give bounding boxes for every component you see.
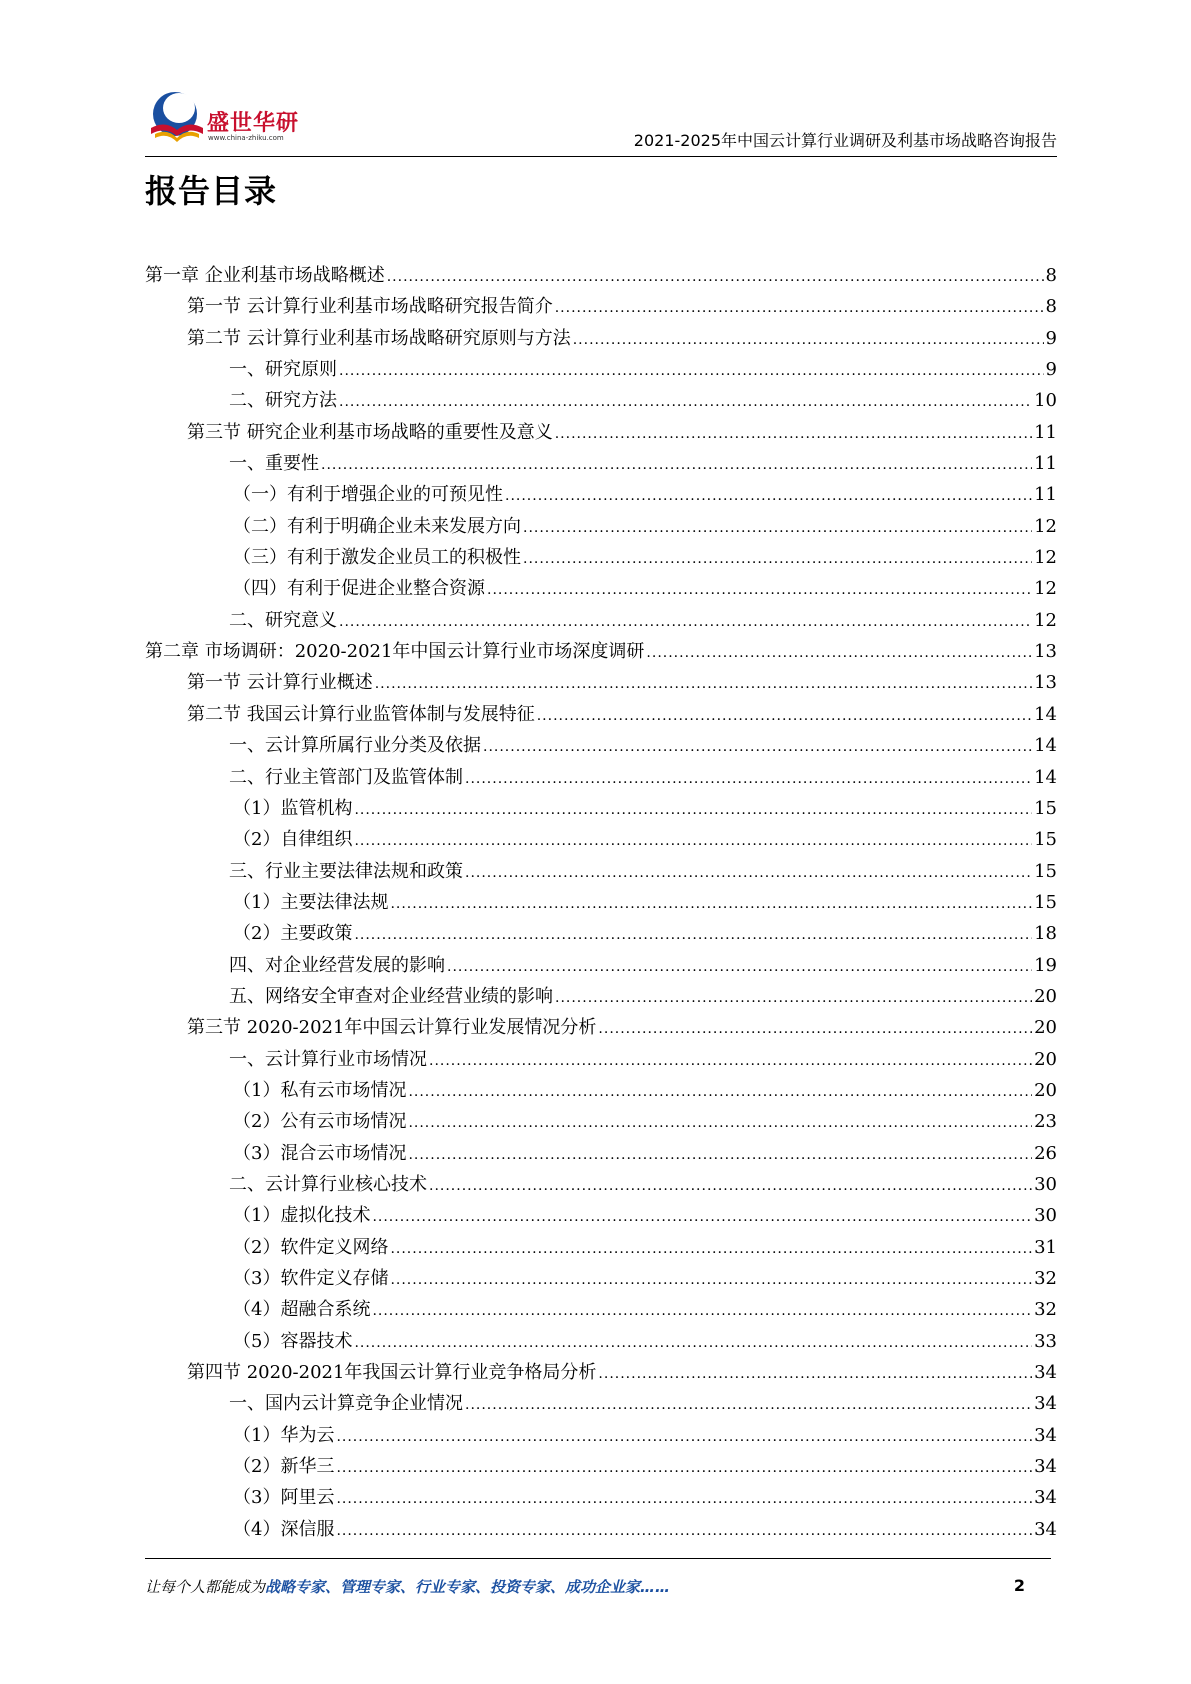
toc-entry[interactable] xyxy=(145,636,1057,667)
toc-entry[interactable] xyxy=(145,730,1057,761)
toc-entry-label: （一）有利于增强企业的可预见性 xyxy=(233,484,503,506)
toc-entry-page: 34 xyxy=(1034,1362,1057,1384)
toc-entry[interactable] xyxy=(145,981,1057,1012)
toc-entry[interactable] xyxy=(145,448,1057,479)
toc-leader-dots xyxy=(598,1014,1032,1045)
toc-entry-label: 第三节 研究企业利基市场战略的重要性及意义 xyxy=(187,421,553,443)
toc-entry[interactable] xyxy=(145,1075,1057,1106)
toc-entry-page: 11 xyxy=(1034,421,1057,443)
toc-entry[interactable] xyxy=(145,511,1057,542)
toc-leader-dots xyxy=(336,1453,1032,1484)
toc-entry-page: 11 xyxy=(1034,484,1057,506)
toc-leader-dots xyxy=(523,513,1032,544)
toc-entry-page: 15 xyxy=(1034,891,1057,913)
toc-entry-page: 34 xyxy=(1034,1393,1057,1415)
toc-leader-dots xyxy=(555,293,1044,324)
toc-entry-page: 33 xyxy=(1034,1330,1057,1352)
toc-entry[interactable] xyxy=(145,1388,1057,1419)
toc-leader-dots xyxy=(505,481,1032,512)
page-title: 报告目录 xyxy=(145,172,278,210)
toc-entry-label: （1）虚拟化技术 xyxy=(233,1205,371,1227)
toc-leader-dots xyxy=(354,920,1032,951)
toc-entry-page: 19 xyxy=(1034,954,1057,976)
toc-entry[interactable] xyxy=(145,1294,1057,1325)
toc-entry[interactable] xyxy=(145,1232,1057,1263)
toc-leader-dots xyxy=(408,1140,1032,1171)
toc-entry-label: （四）有利于促进企业整合资源 xyxy=(233,578,485,600)
toc-entry-label: 第三节 2020-2021年中国云计算行业发展情况分析 xyxy=(187,1017,597,1039)
toc-leader-dots xyxy=(354,826,1032,857)
toc-entry-page: 15 xyxy=(1034,860,1057,882)
toc-entry-page: 34 xyxy=(1034,1487,1057,1509)
logo xyxy=(145,84,315,150)
toc-entry-page: 34 xyxy=(1034,1518,1057,1540)
toc-entry-label: （3）软件定义存储 xyxy=(233,1268,389,1289)
toc-entry-page: 12 xyxy=(1034,578,1057,600)
toc-entry[interactable] xyxy=(145,1012,1057,1043)
toc-entry[interactable] xyxy=(145,1106,1057,1137)
toc-entry-page: 30 xyxy=(1034,1173,1057,1195)
toc-entry-label: 二、云计算行业核心技术 xyxy=(229,1173,427,1195)
toc-leader-dots xyxy=(483,732,1032,763)
toc-entry[interactable] xyxy=(145,1420,1057,1451)
toc-entry-page: 30 xyxy=(1034,1205,1057,1227)
logo-emblem-icon xyxy=(145,84,209,146)
toc-leader-dots xyxy=(387,262,1044,293)
toc-leader-dots xyxy=(555,983,1032,1014)
toc-entry-label: （5）容器技术 xyxy=(233,1330,353,1352)
toc-leader-dots xyxy=(408,1077,1032,1108)
toc-entry[interactable] xyxy=(145,856,1057,887)
toc-entry[interactable] xyxy=(145,605,1057,636)
toc-entry-page: 20 xyxy=(1034,1079,1057,1101)
toc-entry-page: 34 xyxy=(1034,1456,1057,1478)
toc-entry-page: 15 xyxy=(1034,829,1057,851)
toc-leader-dots xyxy=(429,1046,1032,1077)
toc-entry[interactable] xyxy=(145,1263,1057,1294)
toc-entry[interactable] xyxy=(145,573,1057,604)
toc-entry-page: 20 xyxy=(1034,985,1057,1007)
toc-entry[interactable] xyxy=(145,479,1057,510)
toc-entry-page: 13 xyxy=(1034,641,1057,663)
toc-entry-page: 8 xyxy=(1045,265,1057,286)
toc-entry[interactable] xyxy=(145,699,1057,730)
toc-leader-dots xyxy=(336,1484,1032,1515)
toc-entry[interactable] xyxy=(145,887,1057,918)
toc-entry-page: 15 xyxy=(1034,797,1057,819)
toc-leader-dots xyxy=(372,1296,1032,1327)
toc-entry[interactable] xyxy=(145,417,1057,448)
toc-entry-page: 12 xyxy=(1034,515,1057,537)
toc-entry-page: 9 xyxy=(1045,327,1057,349)
toc-entry-label: 第四节 2020-2021年我国云计算行业竞争格局分析 xyxy=(187,1362,597,1384)
toc-entry-page: 20 xyxy=(1034,1048,1057,1070)
toc-entry-page: 20 xyxy=(1034,1017,1057,1039)
toc-entry[interactable] xyxy=(145,354,1057,385)
toc-entry-page: 12 xyxy=(1034,547,1057,569)
toc-entry-label: 一、云计算所属行业分类及依据 xyxy=(229,735,481,757)
toc-entry[interactable] xyxy=(145,1482,1057,1513)
toc-entry-page: 10 xyxy=(1034,390,1057,412)
toc-entry-label: 三、行业主要法律法规和政策 xyxy=(229,860,463,882)
toc-entry-page: 9 xyxy=(1045,359,1057,381)
toc-entry-page: 31 xyxy=(1034,1236,1057,1258)
toc-entry-label: 第一节 云计算行业利基市场战略研究报告简介 xyxy=(187,296,553,318)
toc-leader-dots xyxy=(429,1171,1032,1202)
page-header xyxy=(145,84,1057,156)
toc-entry-page: 14 xyxy=(1034,735,1057,757)
header-divider xyxy=(145,156,1057,157)
logo-name: 盛世华研 xyxy=(207,111,300,136)
toc-leader-dots xyxy=(375,669,1032,700)
toc-entry-label: （1）华为云 xyxy=(233,1424,335,1446)
toc-entry-label: 第一节 云计算行业概述 xyxy=(187,672,373,694)
toc-entry-label: 第一章 企业利基市场战略概述 xyxy=(145,265,385,286)
toc-entry[interactable] xyxy=(145,1200,1057,1231)
toc-entry-label: （2）软件定义网络 xyxy=(233,1236,389,1258)
toc-leader-dots xyxy=(390,889,1032,920)
toc-leader-dots xyxy=(321,450,1032,481)
toc-entry-page: 14 xyxy=(1034,703,1057,725)
toc-entry-label: （二）有利于明确企业未来发展方向 xyxy=(233,515,521,537)
toc-entry-label: 第二章 市场调研：2020-2021年中国云计算行业市场深度调研 xyxy=(145,641,645,663)
toc-entry-label: 一、云计算行业市场情况 xyxy=(229,1048,427,1070)
toc-leader-dots xyxy=(646,638,1032,669)
toc-entry-page: 18 xyxy=(1034,923,1057,945)
toc-leader-dots xyxy=(523,544,1032,575)
toc-entry[interactable] xyxy=(145,385,1057,416)
footer-slogan-lead: 让每个人都能成为 xyxy=(145,1578,266,1596)
toc-entry[interactable] xyxy=(145,1451,1057,1482)
toc-entry[interactable] xyxy=(145,542,1057,573)
table-of-contents xyxy=(145,260,1057,1545)
toc-leader-dots xyxy=(573,325,1044,356)
toc-entry[interactable] xyxy=(145,323,1057,354)
page-number: 2 xyxy=(1013,1576,1025,1595)
toc-leader-dots xyxy=(447,952,1032,983)
toc-leader-dots xyxy=(465,764,1032,795)
toc-entry-label: （1）主要法律法规 xyxy=(233,891,389,913)
page-footer xyxy=(145,1576,1025,1597)
toc-entry[interactable] xyxy=(145,291,1057,322)
toc-entry-label: 第二节 我国云计算行业监管体制与发展特征 xyxy=(187,703,535,725)
toc-entry-label: （2）自律组织 xyxy=(233,829,353,851)
toc-entry-label: （2）主要政策 xyxy=(233,923,353,945)
document-title: 2021-2025年中国云计算行业调研及利基市场战略咨询报告 xyxy=(633,131,1057,150)
toc-leader-dots xyxy=(372,1202,1032,1233)
toc-entry-label: 二、研究意义 xyxy=(229,609,337,631)
toc-entry-page: 23 xyxy=(1034,1111,1057,1133)
toc-entry[interactable] xyxy=(145,824,1057,855)
toc-entry[interactable] xyxy=(145,950,1057,981)
toc-entry-label: （1）私有云市场情况 xyxy=(233,1079,407,1101)
toc-entry-page: 34 xyxy=(1034,1424,1057,1446)
toc-leader-dots xyxy=(408,1108,1032,1139)
toc-entry[interactable] xyxy=(145,1357,1057,1388)
toc-entry-label: （1）监管机构 xyxy=(233,797,353,819)
toc-entry-page: 8 xyxy=(1045,296,1057,318)
toc-entry-label: （2）公有云市场情况 xyxy=(233,1111,407,1133)
toc-entry-label: 五、网络安全审查对企业经营业绩的影响 xyxy=(229,985,553,1007)
toc-entry-label: 一、重要性 xyxy=(229,453,319,475)
toc-leader-dots xyxy=(598,1359,1032,1390)
toc-leader-dots xyxy=(339,356,1044,387)
toc-entry[interactable] xyxy=(145,667,1057,698)
toc-entry[interactable] xyxy=(145,918,1057,949)
toc-entry-page: 11 xyxy=(1034,453,1057,475)
toc-entry-page: 26 xyxy=(1034,1142,1057,1164)
toc-leader-dots xyxy=(339,387,1032,418)
toc-entry[interactable] xyxy=(145,1044,1057,1075)
footer-slogan-roles: 战略专家、管理专家、行业专家、投资专家、成功企业家…… xyxy=(265,1578,671,1596)
footer-divider xyxy=(145,1558,1051,1559)
toc-entry-page: 13 xyxy=(1034,672,1057,694)
toc-leader-dots xyxy=(336,1422,1032,1453)
toc-leader-dots xyxy=(555,419,1032,450)
toc-leader-dots xyxy=(336,1516,1032,1547)
toc-entry-label: 第二节 云计算行业利基市场战略研究原则与方法 xyxy=(187,327,571,349)
toc-entry-label: （三）有利于激发企业员工的积极性 xyxy=(233,547,521,569)
toc-leader-dots xyxy=(354,795,1032,826)
toc-entry[interactable] xyxy=(145,1138,1057,1169)
toc-leader-dots xyxy=(339,607,1032,638)
toc-entry-label: （3）阿里云 xyxy=(233,1487,335,1509)
toc-entry-page: 32 xyxy=(1034,1268,1057,1289)
toc-leader-dots xyxy=(537,701,1032,732)
toc-entry[interactable] xyxy=(145,260,1057,291)
toc-entry[interactable] xyxy=(145,1169,1057,1200)
toc-entry-label: （3）混合云市场情况 xyxy=(233,1142,407,1164)
toc-leader-dots xyxy=(487,575,1032,606)
toc-entry-label: （4）深信服 xyxy=(233,1518,335,1540)
toc-entry-label: （2）新华三 xyxy=(233,1456,335,1478)
logo-url: www.china-zhiku.com xyxy=(208,134,284,142)
toc-leader-dots xyxy=(390,1234,1032,1265)
toc-entry-label: （4）超融合系统 xyxy=(233,1299,371,1321)
toc-entry-page: 14 xyxy=(1034,766,1057,788)
toc-entry-label: 一、国内云计算竞争企业情况 xyxy=(229,1393,463,1415)
toc-entry-label: 二、行业主管部门及监管体制 xyxy=(229,766,463,788)
toc-entry-page: 32 xyxy=(1034,1299,1057,1321)
toc-entry[interactable] xyxy=(145,1514,1057,1545)
toc-entry-label: 四、对企业经营发展的影响 xyxy=(229,954,445,976)
toc-leader-dots xyxy=(354,1328,1032,1359)
toc-entry-page: 12 xyxy=(1034,609,1057,631)
toc-leader-dots xyxy=(465,858,1032,889)
toc-entry-label: 一、研究原则 xyxy=(229,359,337,381)
toc-entry-label: 二、研究方法 xyxy=(229,390,337,412)
toc-entry[interactable] xyxy=(145,762,1057,793)
toc-leader-dots xyxy=(390,1265,1032,1296)
toc-entry[interactable] xyxy=(145,1326,1057,1357)
toc-leader-dots xyxy=(465,1390,1032,1421)
toc-entry[interactable] xyxy=(145,793,1057,824)
